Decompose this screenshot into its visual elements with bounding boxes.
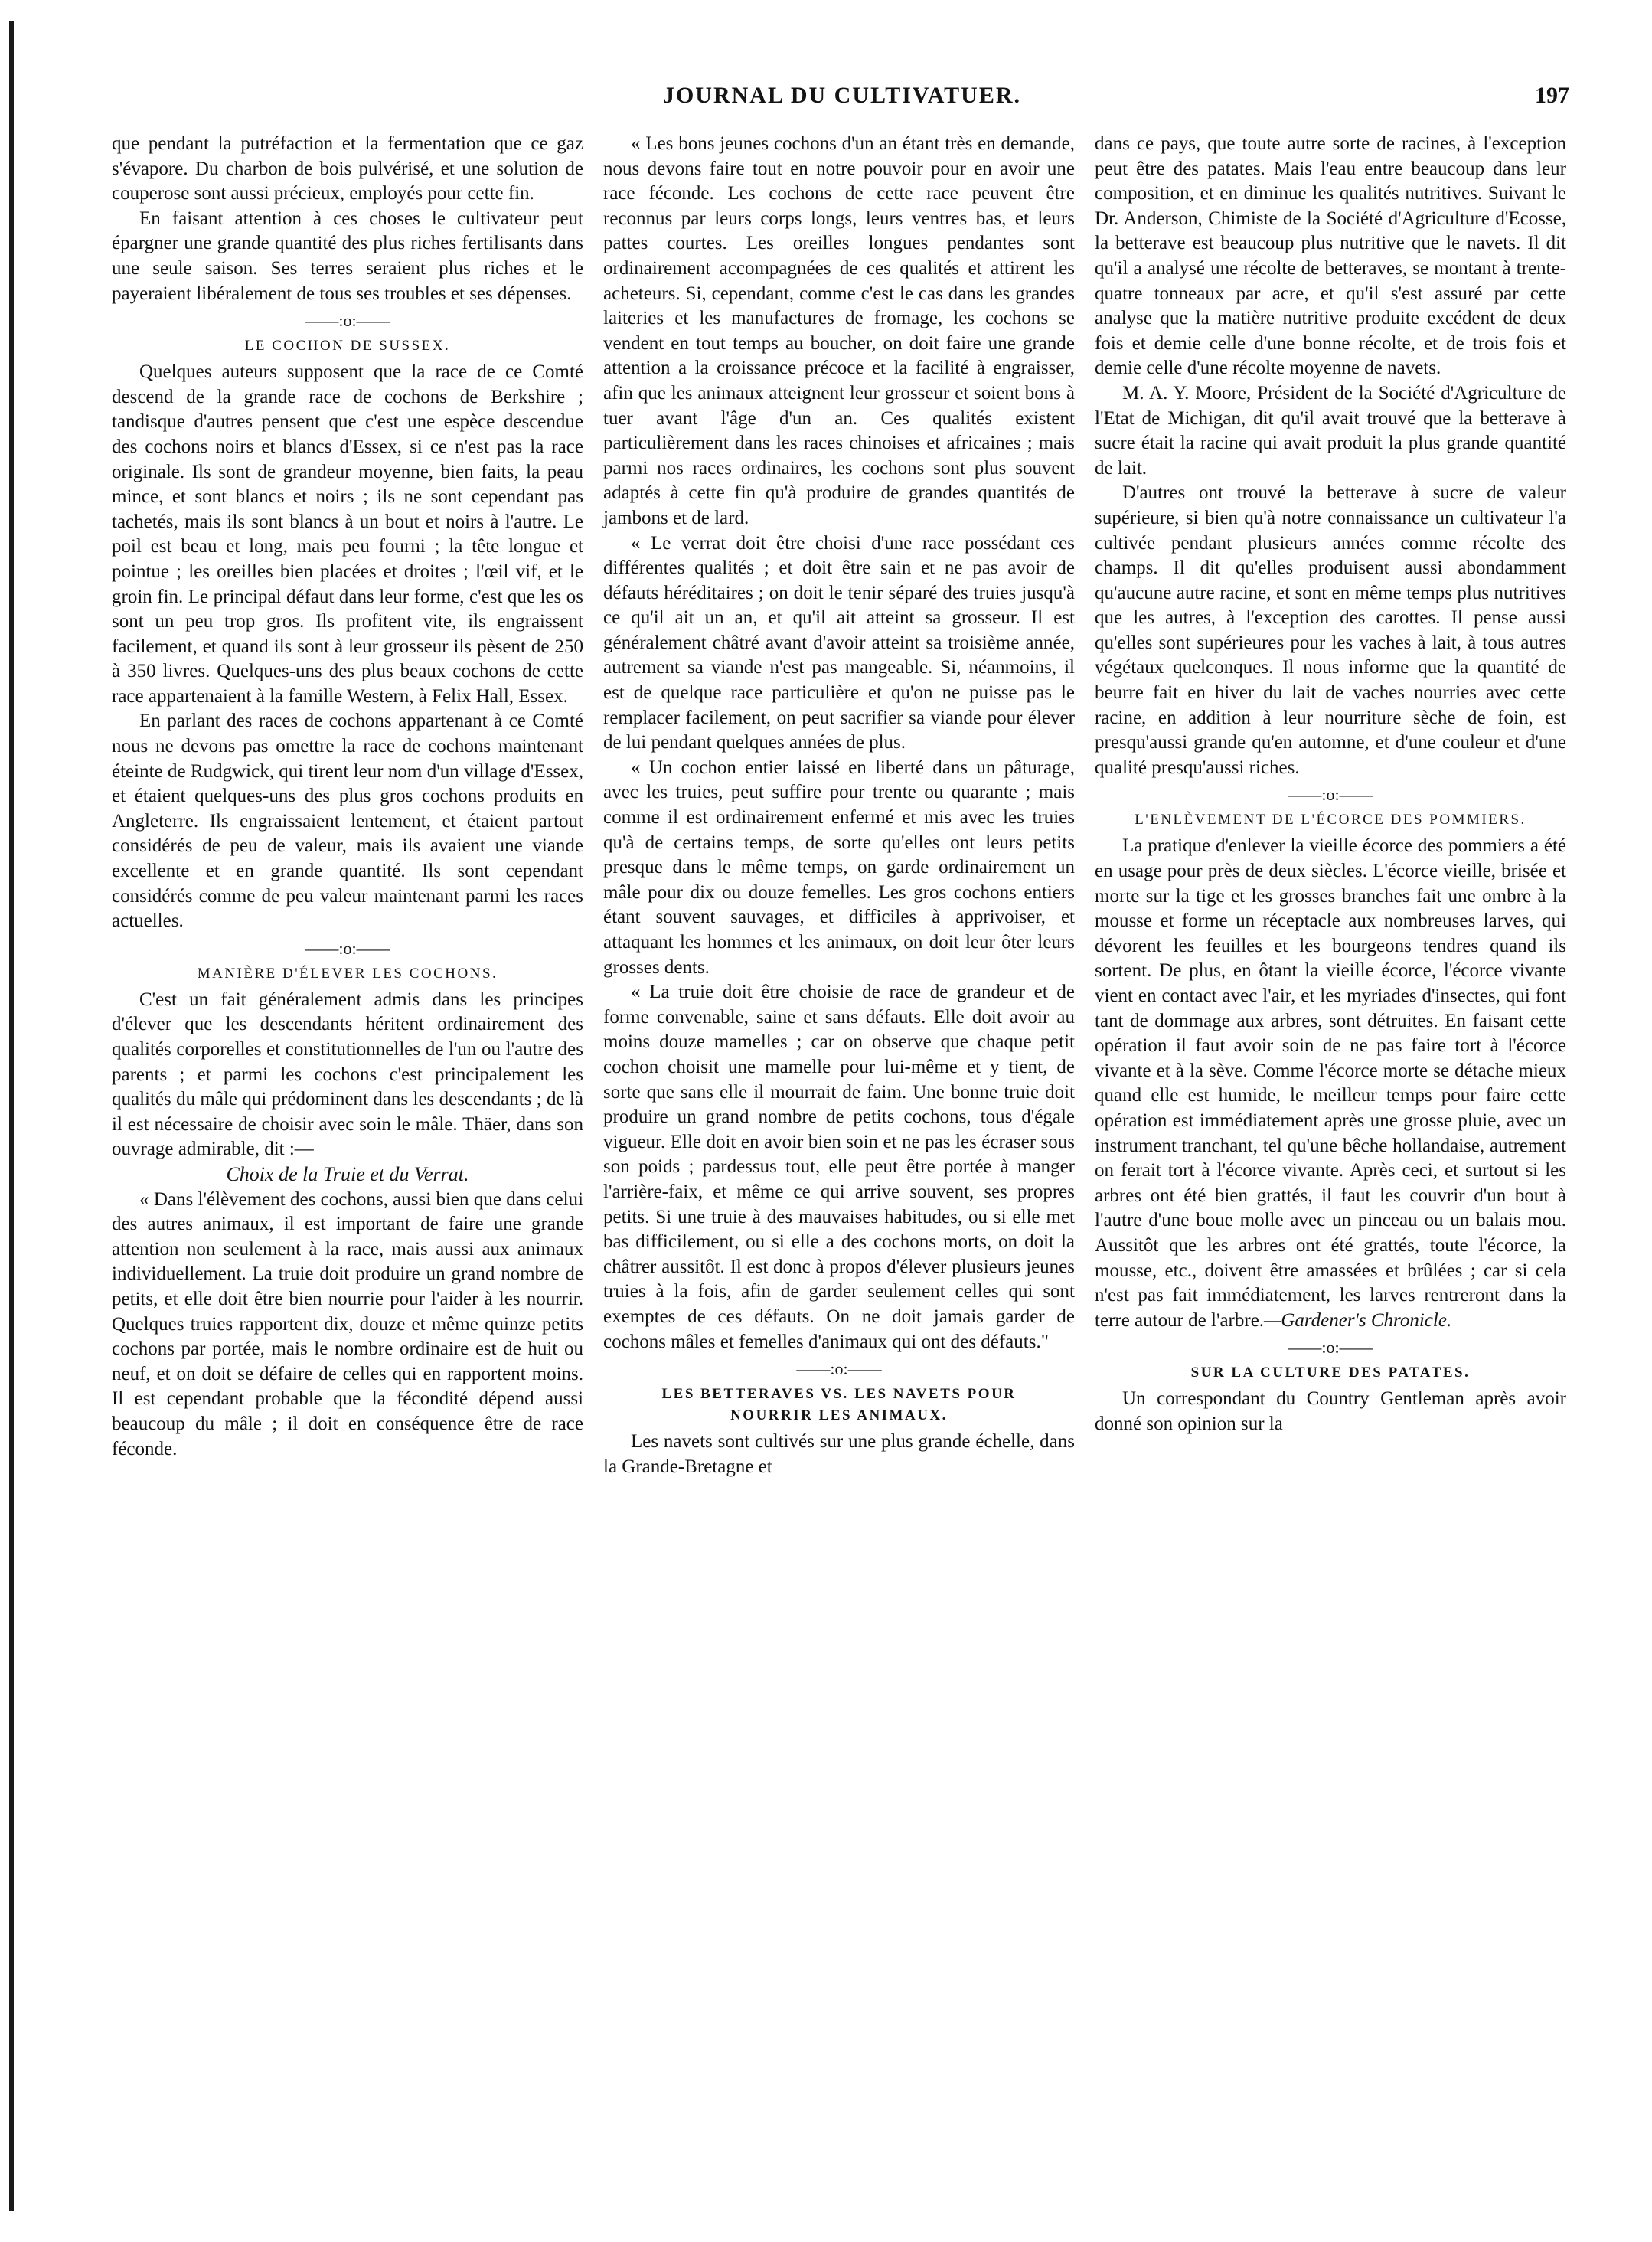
- paragraph: D'autres ont trouvé la betterave à sucre de valeur supérieure, si bien qu'à notre connaissance un cultivateur l'a cultivée pendant plusieurs années comme récolte des champs. Il dit qu'elles produisent aussi abondamment qu'aucune autre racine, et sont en même temps plus nutritives que les autres, à l'exception des carottes. Il pense aussi qu'elles sont supérieures pour les vaches à lait, à tous autres végétaux quelconques. Il nous informe que la quantité de beurre fait en hiver du lait de vaches nourries avec cette racine, en addition à leur nourriture sèche de foin, est presqu'aussi grande qu'en automne, et d'une couleur et d'une qualité presqu'aussi riches.: [1095, 482, 1566, 778]
- paragraph: « La truie doit être choisie de race de grandeur et de forme convenable, saine et sans défauts. Elle doit avoir au moins douze mamelles ; car on observe que chaque petit cochon choisit une mamelle pour lui-même et y tient, de sorte que sans elle il mourrait de faim. Une bonne truie doit produire un grand nombre de petits cochons, tous d'égale vigueur. Elle doit en avoir bien soin et ne pas les écraser sous son poids ; pardessus tout, elle peut être portée à manger l'arrière-faix, et même ce qui arrive souvent, ses propres petits. Si une truie à des mauvaises habitudes, ou si elle met bas difficilement, ou si elle a des cochons morts, on doit la châtrer aussitôt. Il est donc à propos d'élever plusieurs jeunes truies à la fois, afin de garder seulement celles qui sont exemptes de ces défauts. On ne doit jamais garder de cochons mâles et femelles d'animaux qui ont des défauts.": [603, 982, 1075, 1352]
- section-separator: ——:o:——: [305, 938, 390, 958]
- section-heading: LE COCHON DE SUSSEX.: [244, 338, 451, 355]
- section-heading: L'ENLÈVEMENT DE L'ÉCORCE DES POMMIERS.: [1135, 812, 1526, 828]
- paragraph: C'est un fait généralement admis dans les principes d'élever que les descendants héritent ordinairement des qualités corporelles et constitutionnelles de l'un ou l'autre des parents ; et parmi les cochons c'est principalement les qualités du mâle qui prédominent dans les descendants ; de là il est nécessaire de choisir avec soin le mâle. Thäer, dans son ouvrage admirable, dit :—: [112, 989, 583, 1160]
- paragraph-text: La pratique d'enlever la vieille écorce des pommiers a été en usage pour près de deux siècles. L'écorce vieille, brisée et morte sur la tige et les grosses branches fait une ombre à la mousse et forme un réceptacle aux nombreuses larves, qui dévorent les feuilles et les bourgeons tendres quand ils sortent. De plus, en ôtant la vieille écorce, l'écorce vivante vient en contact avec l'air, et les myriades d'insectes, qui font tant de dommage aux arbres, sont détruites. En faisant cette opération il faut avoir soin de ne pas faire tort à l'écorce vivante et à la sève. Comme l'écorce morte se détache mieux quand elle est humide, le meilleur temps pour faire cette opération est immédiatement après une grosse pluie, avec un instrument tranchant, tel qu'une bêche hollandaise, autrement on ferait tort à l'écorce vivante. Après ceci, et surtout si les arbres ont été bien grattés, il faut les couvrir d'un bout à l'autre d'une boue molle avec un pinceau ou un balais mou. Aussitôt que les arbres ont été grattés, toute l'écorce, la mousse, etc., doivent être amassées et brûlées ; car si cela n'est pas fait immédiatement, les larves rentreront dans la terre autour de l'arbre.: [1095, 835, 1566, 1331]
- paragraph: que pendant la putréfaction et la fermentation que ce gaz s'évapore. Du charbon de bois pulvérisé, et une solution de couperose sont aussi précieux, employés pour cette fin.: [112, 133, 583, 204]
- paragraph: [1095, 834, 1566, 1333]
- page-edge-rule: [9, 21, 14, 2211]
- paragraph: « Un cochon entier laissé en liberté dans un pâturage, avec les truies, peut suffire pour trente ou quarante ; mais comme il est ordinairement enfermé et mis avec les truies qu'à de certains temps, de sorte qu'elles ont leurs petits presque dans le même temps, on garde ordinairement un mâle pour dix ou douze femelles. Les gros cochons entiers étant souvent sauvages, et difficiles à apprivoiser, et attaquant les hommes et les animaux, on doit leur ôter leurs grosses dents.: [603, 757, 1075, 978]
- paragraph: « Dans l'élèvement des cochons, aussi bien que dans celui des autres animaux, il est important de faire une grande attention non seulement à la race, mais aussi aux animaux individuellement. La truie doit produire un grand nombre de petits, et elle doit être bien nourrie pour l'aider à les nourrir. Quelques truies rapportent dix, douze et même quinze petits cochons par portée, mais le nombre ordinaire est de huit ou neuf, et on doit se défaire de celles qui en rapportent moins. Il est cependant probable que la fécondité dépend aussi beaucoup du mâle ; il doit en conséquence être de race féconde.: [112, 1188, 583, 1459]
- section-separator: ——:o:——: [1288, 785, 1373, 805]
- column-3: [1095, 132, 1566, 1479]
- running-head: [115, 83, 1569, 121]
- paragraph: « Le verrat doit être choisi d'une race possédant ces différentes qualités ; et doit être sain et ne pas avoir de défauts héréditaires ; on doit le tenir séparé des truies jusqu'à ce qu'il ait un an, et qu'il ait atteint sa grosseur. Il est généralement châtré avant d'avoir atteint sa troisième année, autrement sa viande n'est pas mangeable. Si, néanmoins, il est de quelque race particulière et qu'on ne puisse pas le remplacer facilement, on peut sacrifier sa viande pour élever de lui pendant quelques années de plus.: [603, 532, 1075, 753]
- paragraph: Les navets sont cultivés sur une plus grande échelle, dans la Grande-Bretagne et: [603, 1431, 1075, 1477]
- section-heading: LES BETTERAVES VS. LES NAVETS POUR NOURRIR LES ANIMAUX.: [661, 1386, 1017, 1424]
- section-heading: SUR LA CULTURE DES PATATES.: [1190, 1364, 1471, 1381]
- section-separator: ——:o:——: [796, 1359, 882, 1379]
- paragraph: Un correspondant du Country Gentleman après avoir donné son opinion sur la: [1095, 1388, 1566, 1434]
- paragraph: En parlant des races de cochons appartenant à ce Comté nous ne devons pas omettre la race de cochons maintenant éteinte de Rudgwick, qui tirent leur nom d'un village d'Essex, et étaient quelques-uns des plus gros cochons produits en Angleterre. Ils engraissaient lentement, et étaient partout considérés de peu de valeur, mais ils avaient une viande excellente et en grande quantité. Ils sont cependant considérés comme de peu valeur maintenant parmi les races actuelles.: [112, 711, 583, 932]
- section-separator: ——:o:——: [305, 311, 390, 331]
- column-2: [603, 132, 1075, 1479]
- page-number: 197: [1535, 83, 1569, 108]
- paragraph: dans ce pays, que toute autre sorte de racines, à l'exception peut être des patates. Mais l'eau entre beaucoup dans leur composition, et en diminue les qualités nutritives. Suivant le Dr. Anderson, Chimiste de la Société d'Agriculture d'Ecosse, la betterave est beaucoup plus nutritive que le navets. Il dit qu'il a analysé une récolte de betteraves, se montant à trente-quatre tonneaux par acre, et qu'il s'est assuré par cette analyse que la matière nutritive produite excédent de deux fois et demie celle d'une bonne récolte, et de trois fois et demie celle d'une récolte moyenne de navets.: [1095, 133, 1566, 379]
- paragraph: En faisant attention à ces choses le cultivateur peut épargner une grande quantité des plus riches fertilisants dans une seule saison. Ses terres seraient plus riches et le payeraient libéralement de tous ses troubles et ses dépenses.: [112, 208, 583, 304]
- text-columns: [112, 132, 1566, 1479]
- paragraph: « Les bons jeunes cochons d'un an étant très en demande, nous devons faire tout en notre pouvoir pour en avoir une race féconde. Les cochons de cette race peuvent être reconnus par leurs corps longs, leurs ventres bas, et leurs pattes courtes. Les oreilles longues pendantes sont ordinairement accompagnées de ces qualités et attirent les acheteurs. Si, cependant, comme c'est le cas dans les grandes laiteries et les manufactures de fromage, les cochons se vendent en tout temps au boucher, on doit faire une grande attention a la croissance précoce et la facilité à engraisser, afin que les animaux atteignent leur grosseur et soient bons à tuer avant l'âge d'un an. Ces qualités existent particulièrement dans les races chinoises et africaines ; mais parmi nos races ordinaires, les cochons sont plus souvent adaptés à cette fin qu'à produire de grandes quantités de jambons et de lard.: [603, 133, 1075, 528]
- paragraph: M. A. Y. Moore, Président de la Société d'Agriculture de l'Etat de Michigan, dit qu'il avait trouvé que la betterave à sucre était la racine qui avait produit la plus grande quantité de lait.: [1095, 382, 1566, 479]
- section-separator: ——:o:——: [1288, 1338, 1373, 1358]
- source-signature: —Gardener's Chronicle.: [1264, 1309, 1452, 1331]
- column-1: [112, 132, 583, 1479]
- quote-heading: Choix de la Truie et du Verrat.: [226, 1162, 469, 1185]
- paragraph: Quelques auteurs supposent que la race de ce Comté descend de la grande race de cochons de Berkshire ; tandisque d'autres pensent que c'est une espèce descendue des cochons noirs et blancs d'Essex, si ce n'est pas la race originale. Ils sont de grandeur moyenne, bien faits, la peau mince, et sont blancs et noirs ; ils ne sont cependant pas tachetés, mais ils sont blancs à un bout et noirs à l'autre. Le poil est beau et long, mais peu fourni ; la tête longue et pointue ; les oreilles bien placées et droites ; l'œil vif, et le groin fin. Le principal défaut dans leur forme, c'est que les os sont un peu trop gros. Ils profitent vite, ils engraissent facilement, et quand ils sont à leur grosseur ils pèsent de 250 à 350 livres. Quelques-uns des plus beaux cochons de cette race appartenaient à la famille Western, à Felix Hall, Essex.: [112, 361, 583, 707]
- section-heading: MANIÈRE D'ÉLEVER LES COCHONS.: [197, 965, 498, 982]
- running-title: JOURNAL DU CULTIVATUER.: [662, 83, 1022, 108]
